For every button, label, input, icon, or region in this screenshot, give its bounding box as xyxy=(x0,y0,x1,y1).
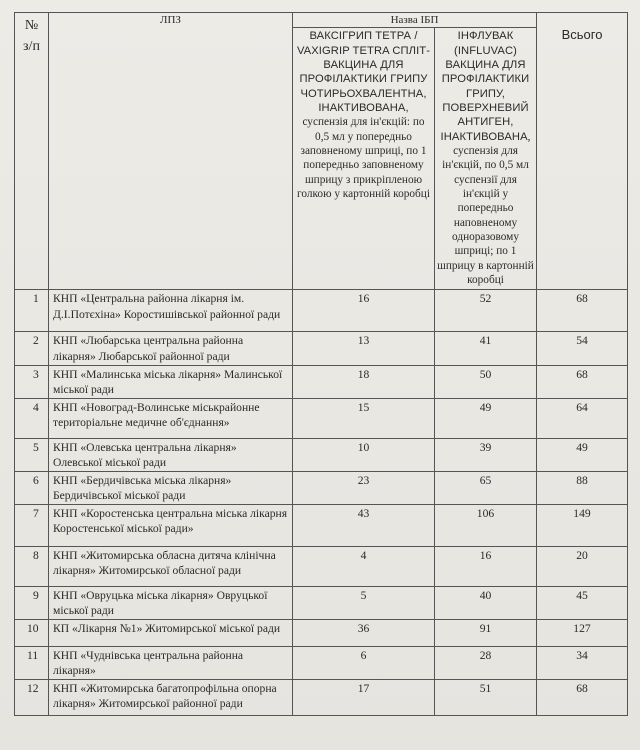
vaccine-2-count: 51 xyxy=(435,680,537,716)
facility-name: КНП «Житомирська багатопрофільна опорна лікарня» Житомирської районної ради xyxy=(49,680,293,716)
row-number: 10 xyxy=(15,620,49,647)
header-total: Всього xyxy=(537,13,628,290)
facility-name: КНП «Любарська центральна районна лікарня» Любарської районної ради xyxy=(49,332,293,365)
total-count: 45 xyxy=(537,586,628,619)
vaccine-2-count: 52 xyxy=(435,290,537,332)
row-number: 11 xyxy=(15,647,49,680)
total-count: 54 xyxy=(537,332,628,365)
total-count: 149 xyxy=(537,504,628,546)
vaccine-2-count: 41 xyxy=(435,332,537,365)
vaccine-1-count: 18 xyxy=(293,365,435,398)
table-row xyxy=(15,398,628,438)
vaccine-1-count: 17 xyxy=(293,680,435,716)
vaccine-1-count: 23 xyxy=(293,471,435,504)
table-row xyxy=(15,680,628,716)
row-number: 8 xyxy=(15,546,49,586)
total-count: 88 xyxy=(537,471,628,504)
header-facility: ЛПЗ xyxy=(49,13,293,290)
facility-name: КП «Лікарня №1» Житомирської міської ради xyxy=(49,620,293,647)
facility-name: КНП «Олевська центральна лікарня» Олевської міської ради xyxy=(49,438,293,471)
total-count: 68 xyxy=(537,290,628,332)
table-row xyxy=(15,438,628,471)
row-number: 9 xyxy=(15,586,49,619)
header-vaccine-1 xyxy=(293,28,435,290)
facility-name: КНП «Бердичівська міська лікарня» Бердичівської міської ради xyxy=(49,471,293,504)
vaccine-2-count: 91 xyxy=(435,620,537,647)
table-row xyxy=(15,332,628,365)
table-row xyxy=(15,365,628,398)
vaccine-distribution-table xyxy=(14,12,628,716)
vaccine-1-count: 15 xyxy=(293,398,435,438)
row-number: 5 xyxy=(15,438,49,471)
header-vaccine-2 xyxy=(435,28,537,290)
table-row xyxy=(15,504,628,546)
row-number: 3 xyxy=(15,365,49,398)
row-number: 12 xyxy=(15,680,49,716)
vaccine-2-name: ІНФЛУВАК (INFLUVAC) ВАКЦИНА ДЛЯ ПРОФІЛАКТИКИ ГРИПУ, ПОВЕРХНЕВИЙ АНТИГЕН, ІНАКТИВОВАНА xyxy=(440,30,530,143)
facility-name: КНП «Малинська міська лікарня» Малинської міської ради xyxy=(49,365,293,398)
vaccine-1-count: 10 xyxy=(293,438,435,471)
vaccine-2-count: 40 xyxy=(435,586,537,619)
vaccine-2-description: , суспензія для ін'єкцій, по 0,5 мл суспензії для ін'єкцій у попередньо наповненому одноразовому шприці; по 1 шприцу в картонній коробці xyxy=(437,130,534,287)
total-count: 127 xyxy=(537,620,628,647)
table-row xyxy=(15,647,628,680)
vaccine-1-count: 16 xyxy=(293,290,435,332)
vaccine-2-count: 28 xyxy=(435,647,537,680)
total-count: 68 xyxy=(537,365,628,398)
row-number: 7 xyxy=(15,504,49,546)
vaccine-1-count: 5 xyxy=(293,586,435,619)
table-row xyxy=(15,586,628,619)
vaccine-2-count: 50 xyxy=(435,365,537,398)
facility-name: КНП «Коростенська центральна міська лікарня Коростенської міської ради» xyxy=(49,504,293,546)
total-count: 64 xyxy=(537,398,628,438)
header-ibp: Назва ІБП xyxy=(293,13,537,28)
row-number: 1 xyxy=(15,290,49,332)
vaccine-2-count: 39 xyxy=(435,438,537,471)
vaccine-2-count: 65 xyxy=(435,471,537,504)
total-count: 34 xyxy=(537,647,628,680)
total-count: 20 xyxy=(537,546,628,586)
vaccine-2-count: 16 xyxy=(435,546,537,586)
vaccine-1-name: ВАКСІГРИП ТЕТРА / VAXIGRIP TETRA СПЛІТ-ВАКЦИНА ДЛЯ ПРОФІЛАКТИКИ ГРИПУ ЧОТИРЬОХВАЛЕНТНА, ІНАКТИВОВАНА, xyxy=(296,30,431,115)
total-count: 68 xyxy=(537,680,628,716)
facility-name: КНП «Житомирська обласна дитяча клінічна лікарня» Житомирської обласної ради xyxy=(49,546,293,586)
vaccine-2-count: 106 xyxy=(435,504,537,546)
total-count: 49 xyxy=(537,438,628,471)
facility-name: КНП «Новоград-Волинське міськрайонне територіальне медичне об'єднання» xyxy=(49,398,293,438)
vaccine-1-description: суспензія для ін'єкцій: по 0,5 мл у попередньо заповненому шприці, по 1 попередньо заповненому шприцу з прикріпленою голкою у картонній коробці xyxy=(297,116,430,201)
vaccine-1-count: 6 xyxy=(293,647,435,680)
row-number: 2 xyxy=(15,332,49,365)
table-row xyxy=(15,290,628,332)
row-number: 4 xyxy=(15,398,49,438)
vaccine-1-count: 4 xyxy=(293,546,435,586)
vaccine-2-count: 49 xyxy=(435,398,537,438)
row-number: 6 xyxy=(15,471,49,504)
vaccine-1-count: 43 xyxy=(293,504,435,546)
vaccine-1-count: 13 xyxy=(293,332,435,365)
table-row xyxy=(15,546,628,586)
table-row xyxy=(15,620,628,647)
vaccine-1-count: 36 xyxy=(293,620,435,647)
header-number: № з/п xyxy=(15,13,49,290)
facility-name: КНП «Овруцька міська лікарня» Овруцької міської ради xyxy=(49,586,293,619)
table-row xyxy=(15,471,628,504)
facility-name: КНП «Чуднівська центральна районна лікарня» xyxy=(49,647,293,680)
facility-name: КНП «Центральна районна лікарня ім. Д.І.Потєхіна» Коростишівської районної ради xyxy=(49,290,293,332)
